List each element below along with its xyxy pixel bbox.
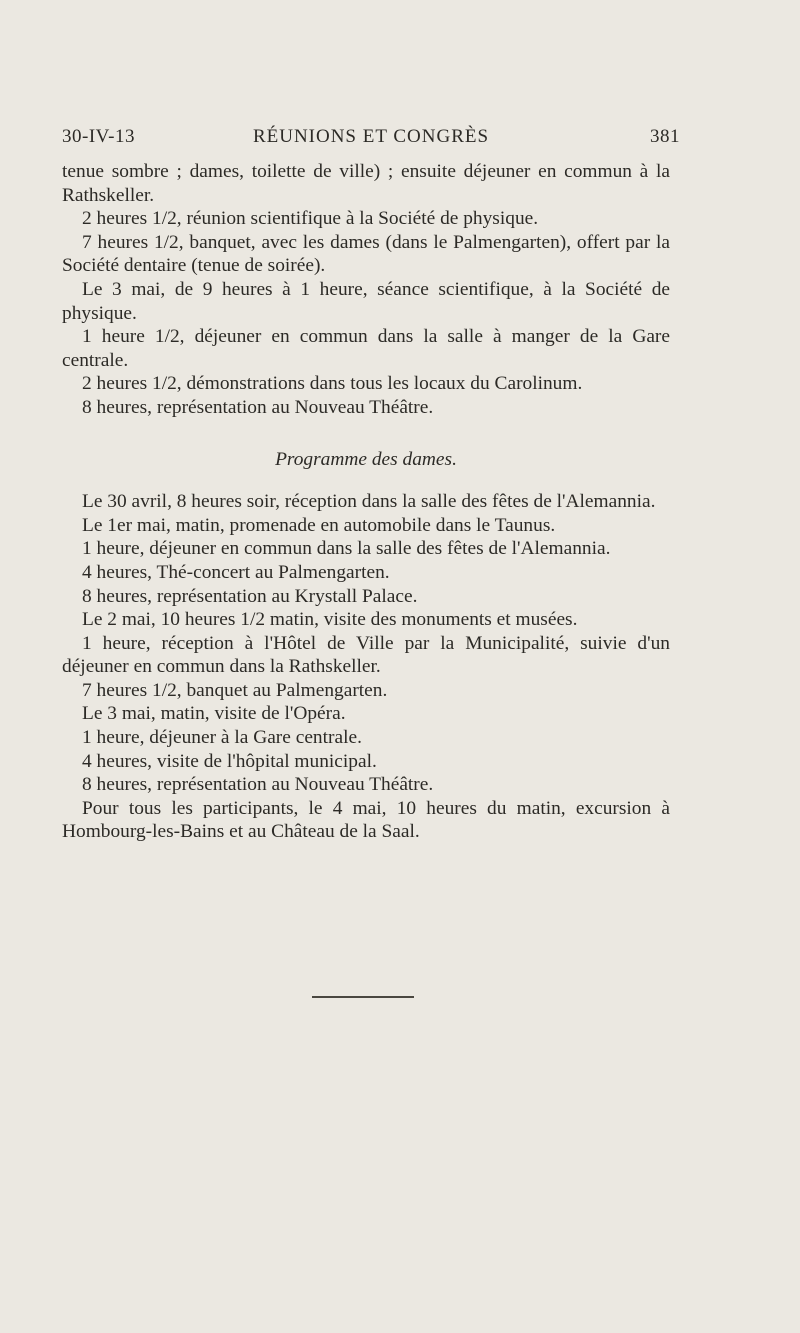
paragraph: Le 3 mai, de 9 heures à 1 heure, séance scientifique, à la Société de physique.	[62, 278, 670, 324]
paragraph: 2 heures 1/2, démonstrations dans tous les locaux du Carolinum.	[82, 373, 583, 395]
program-item: 4 heures, visite de l'hôpital municipal.	[82, 750, 377, 772]
program-item: 1 heure, réception à l'Hôtel de Ville par la Municipalité, suivie d'un déjeuner en commun dans la Rathskeller.	[62, 632, 670, 678]
header-date: 30-IV-13	[62, 126, 135, 147]
paragraph: 1 heure 1/2, déjeuner en commun dans la salle à manger de la Gare centrale.	[62, 326, 670, 371]
program-item: Le 2 mai, 10 heures 1/2 matin, visite des monuments et musées.	[82, 609, 578, 631]
paragraph: 8 heures, représentation au Nouveau Théâtre.	[82, 396, 434, 418]
program-item: Le 3 mai, matin, visite de l'Opéra.	[82, 703, 346, 725]
program-item: 4 heures, Thé-concert au Palmengarten.	[82, 561, 390, 583]
section-heading: Programme des dames.	[275, 448, 457, 470]
running-header	[62, 126, 680, 158]
program-item: Pour tous les participants, le 4 mai, 10 heures du matin, excursion à Hombourg-les-Bains et au Château de la Saal.	[62, 797, 670, 843]
header-title: RÉUNIONS ET CONGRÈS	[252, 126, 490, 147]
page-number: 381	[650, 126, 680, 147]
program-item: 7 heures 1/2, banquet au Palmengarten.	[82, 679, 388, 701]
page-body	[62, 160, 670, 844]
program-item: 8 heures, représentation au Nouveau Théâtre.	[82, 774, 434, 796]
end-rule	[312, 996, 414, 998]
program-item: 1 heure, déjeuner à la Gare centrale.	[82, 727, 362, 749]
paragraph: 7 heures 1/2, banquet, avec les dames (dans le Palmengarten), offert par la Société dentaire (tenue de soirée).	[62, 231, 670, 277]
program-item: Le 1er mai, matin, promenade en automobile dans le Taunus.	[82, 514, 556, 536]
program-item: 1 heure, déjeuner en commun dans la salle des fêtes de l'Alemannia.	[82, 538, 611, 560]
paragraph: tenue sombre ; dames, toilette de ville) ; ensuite déjeuner en commun à la Rathskeller.	[62, 161, 670, 206]
paragraph: 2 heures 1/2, réunion scientifique à la Société de physique.	[82, 208, 539, 230]
program-item: Le 30 avril, 8 heures soir, réception dans la salle des fêtes de l'Alemannia.	[82, 491, 656, 513]
program-item: 8 heures, représentation au Krystall Palace.	[82, 585, 418, 607]
